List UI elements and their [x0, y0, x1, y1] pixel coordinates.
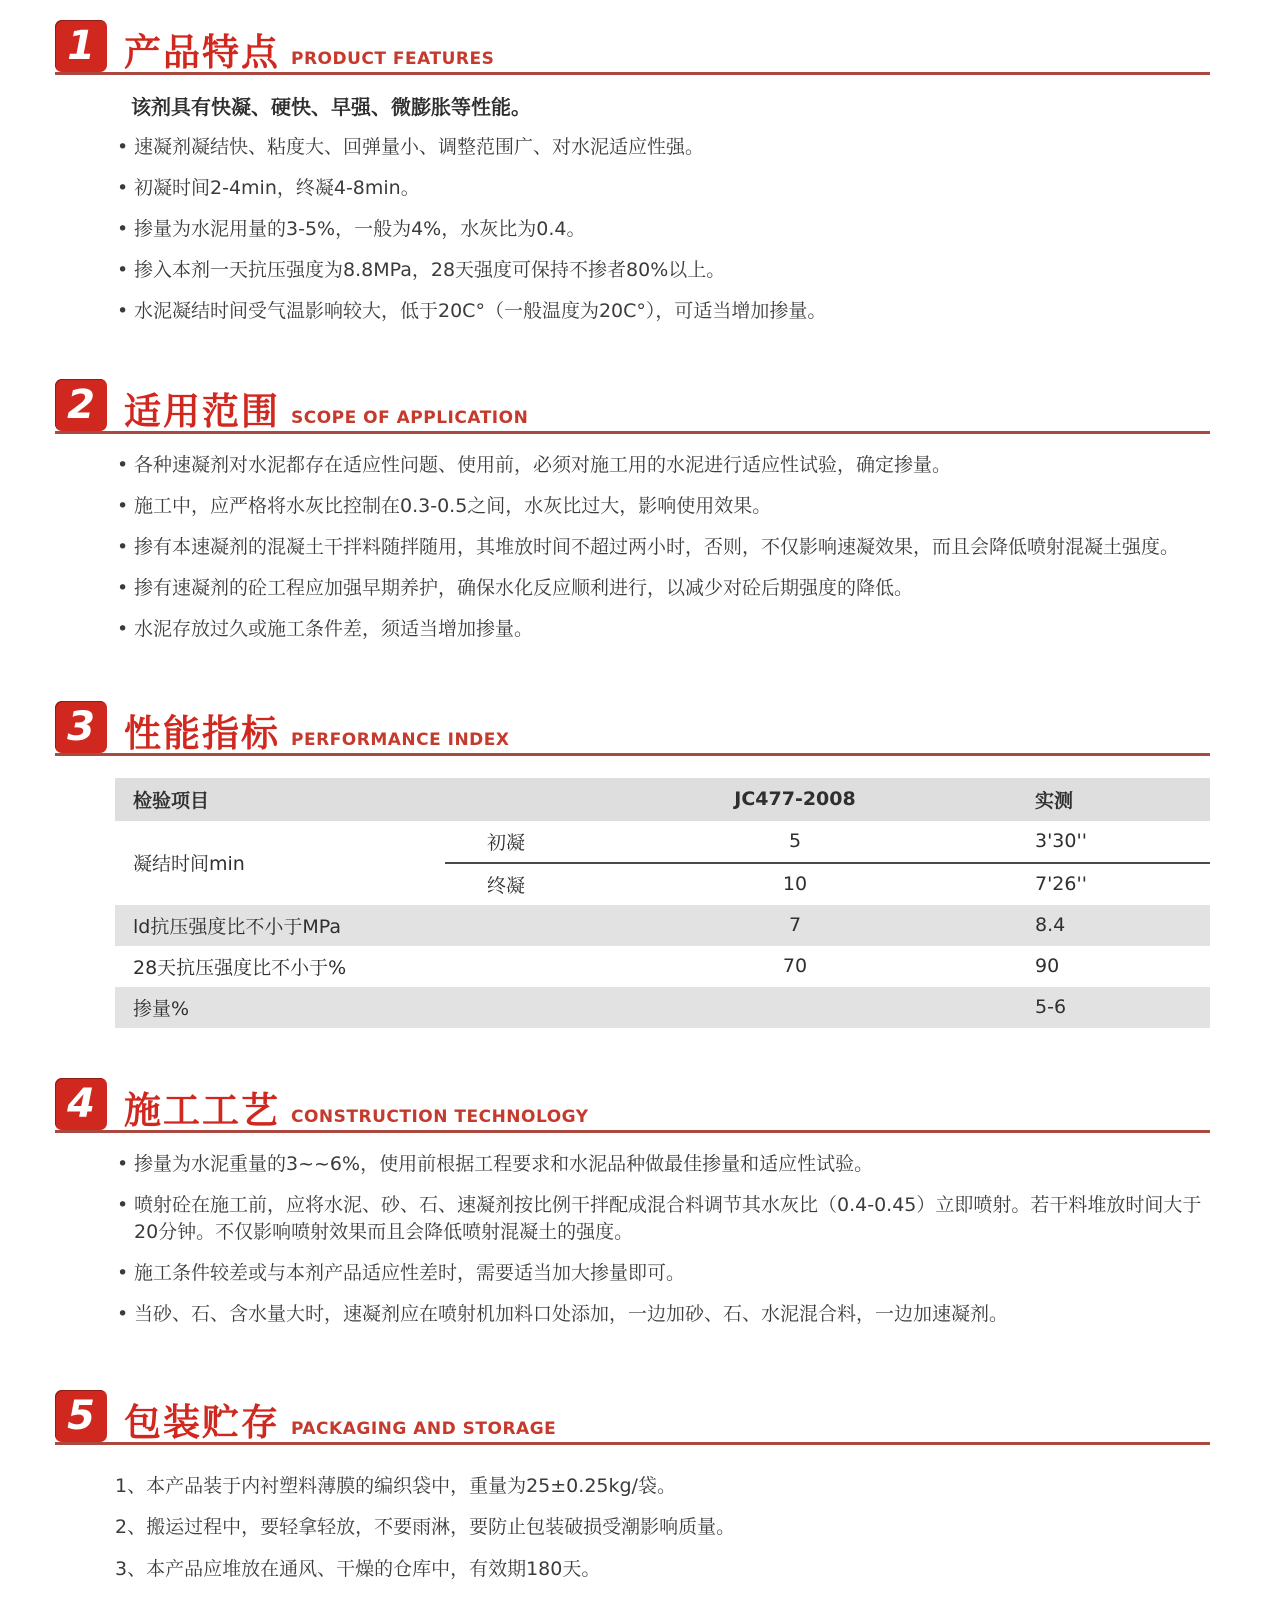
section-construction-technology [0, 1078, 1280, 1328]
setting-time-subrows [445, 821, 1210, 905]
section-title-en: PACKAGING AND STORAGE [291, 1418, 557, 1439]
section-1-header [55, 20, 1210, 75]
table-row [445, 821, 1210, 862]
section-performance-index [0, 701, 1280, 1028]
section-title-zh: 性能指标 [124, 711, 280, 755]
list-item: 1、本产品装于内衬塑料薄膜的编织袋中，重量为25±0.25kg/袋。 [115, 1474, 676, 1497]
construction-list [115, 1151, 1212, 1328]
list-item: • 喷射砼在施工前，应将水泥、砂、石、速凝剂按比例干拌配成混合料调节其水灰比（0.4-0.45）立即喷射。若干料堆放时间大于20分钟。不仅影响喷射效果而且会降低喷射混凝土的强度。 [115, 1192, 1212, 1246]
standard-value: 70 [782, 955, 808, 978]
table-row [115, 905, 1210, 946]
section-title-en: PERFORMANCE INDEX [291, 729, 510, 750]
section-product-features [0, 0, 1280, 325]
list-item: • 速凝剂凝结快、粘度大、回弹量小、调整范围广、对水泥适应性强。 [115, 134, 1212, 161]
section-number-badge: 2 [55, 379, 107, 431]
col-header-measured: 实测 [1035, 789, 1074, 812]
measured-value: 5-6 [1035, 996, 1067, 1019]
table-row [445, 862, 1210, 905]
list-item: • 施工中，应严格将水灰比控制在0.3-0.5之间，水灰比过大，影响使用效果。 [115, 493, 1212, 520]
list-item: • 掺有速凝剂的砼工程应加强早期养护，确保水化反应顺利进行，以减少对砼后期强度的降低。 [115, 575, 1212, 602]
section-number-badge: 5 [55, 1390, 107, 1442]
setting-time-label: 凝结时间min [133, 853, 245, 876]
standard-value: 5 [788, 830, 802, 853]
section-scope-of-application [0, 379, 1280, 643]
list-item: • 各种速凝剂对水泥都存在适应性问题、使用前，必须对施工用的水泥进行适应性试验，确定掺量。 [115, 452, 1212, 479]
standard-value: 10 [782, 873, 808, 896]
row-label: 掺量% [133, 997, 190, 1020]
section-packaging-storage [0, 1390, 1280, 1583]
measured-value: 90 [1035, 955, 1060, 978]
list-item: • 当砂、石、含水量大时，速凝剂应在喷射机加料口处添加，一边加砂、石、水泥混合料，一边加速凝剂。 [115, 1301, 1212, 1328]
section-title-en: CONSTRUCTION TECHNOLOGY [291, 1106, 589, 1127]
table-row-setting-time [115, 821, 1210, 905]
measured-value: 8.4 [1035, 914, 1066, 937]
measured-value: 3'30'' [1035, 830, 1087, 853]
section-number-badge: 1 [55, 20, 107, 72]
section-title-en: PRODUCT FEATURES [291, 49, 495, 69]
measured-value: 7'26'' [1035, 873, 1087, 896]
features-list [115, 134, 1212, 325]
section-5-header [55, 1390, 1210, 1445]
table-row [115, 987, 1210, 1028]
section-5-content [115, 1473, 1212, 1583]
list-item: • 水泥凝结时间受气温影响较大，低于20C°（一般温度为20C°），可适当增加掺量。 [115, 298, 1212, 325]
performance-table [115, 778, 1210, 1028]
col-header-item: 检验项目 [133, 789, 210, 812]
scope-list [115, 452, 1212, 643]
section-4-header [55, 1078, 1210, 1133]
list-item: • 掺量为水泥用量的3-5%，一般为4%，水灰比为0.4。 [115, 216, 1212, 243]
list-item: 3、本产品应堆放在通风、干燥的仓库中，有效期180天。 [115, 1557, 601, 1580]
subrow-label: 初凝 [487, 831, 526, 854]
section-4-content [115, 1151, 1212, 1328]
list-item: • 掺有本速凝剂的混凝土干拌料随拌随用，其堆放时间不超过两小时，否则，不仅影响速凝效果，而且会降低喷射混凝土强度。 [115, 534, 1212, 561]
list-item: • 初凝时间2-4min，终凝4-8min。 [115, 175, 1212, 202]
list-item: • 施工条件较差或与本剂产品适应性差时，需要适当加大掺量即可。 [115, 1260, 1212, 1287]
list-item: • 水泥存放过久或施工条件差，须适当增加掺量。 [115, 616, 1212, 643]
section-number-badge: 3 [55, 701, 107, 753]
section-title-zh: 适用范围 [124, 389, 280, 433]
list-item: 2、搬运过程中，要轻拿轻放，不要雨淋，要防止包装破损受潮影响质量。 [115, 1516, 736, 1539]
list-item: • 掺入本剂一天抗压强度为8.8MPa，28天强度可保持不掺者80%以上。 [115, 257, 1212, 284]
row-label: ld抗压强度比不小于MPa [133, 915, 341, 938]
table-row [115, 946, 1210, 987]
section-title-zh: 施工工艺 [124, 1088, 280, 1132]
section-3-header [55, 701, 1210, 756]
section-2-header [55, 379, 1210, 434]
section-1-content [115, 91, 1212, 325]
standard-value: 7 [788, 914, 802, 937]
section-title-zh: 产品特点 [124, 31, 280, 74]
section-title-en: SCOPE OF APPLICATION [291, 407, 529, 428]
section-2-content [115, 452, 1212, 643]
features-intro: 该剂具有快凝、硬快、早强、微膨胀等性能。 [131, 95, 531, 119]
subrow-label: 终凝 [487, 874, 526, 897]
section-number-badge: 4 [55, 1078, 107, 1130]
col-header-standard: JC477-2008 [734, 788, 856, 811]
table-header-row [115, 778, 1210, 821]
list-item: • 掺量为水泥重量的3~~6%，使用前根据工程要求和水泥品种做最佳掺量和适应性试验。 [115, 1151, 1212, 1178]
section-title-zh: 包装贮存 [124, 1400, 280, 1444]
row-label: 28天抗压强度比不小于% [133, 956, 347, 979]
